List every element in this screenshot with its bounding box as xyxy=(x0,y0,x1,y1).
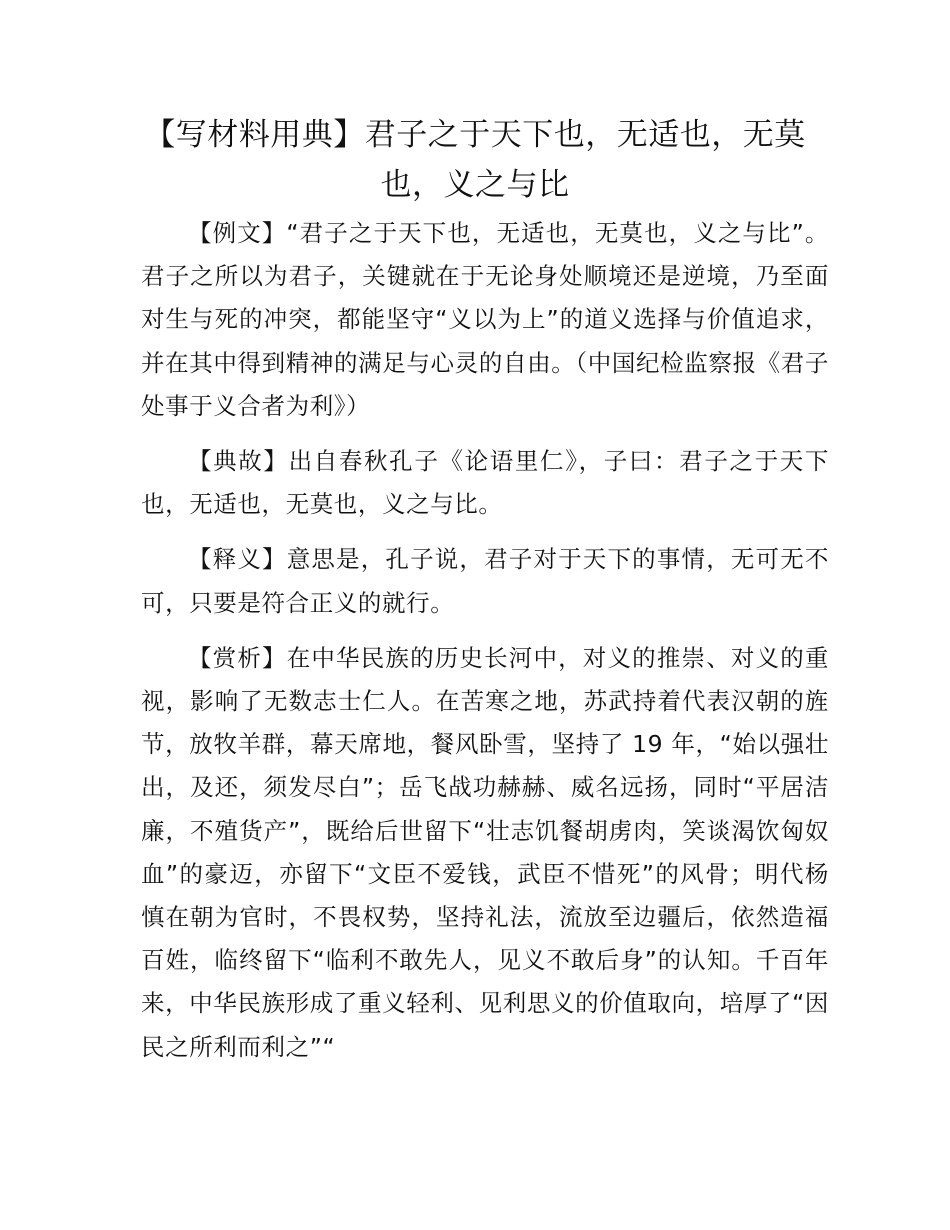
paragraph-text-example: “君子之于天下也，无适也，无莫也，义之与比”。君子之所以为君子，关键就在于无论身处顺境还是逆境，乃至面对生与死的冲突，都能坚守“义以为上”的道义选择与价值追求，并在其中得到精神的满足与心灵的自由。（中国纪检监察报《君子处事于义合者为利》） xyxy=(141,219,829,420)
paragraph-text-meaning: 意思是，孔子说，君子对于天下的事情，无可无不可，只要是符合正义的就行。 xyxy=(141,545,829,617)
section-tag-allusion: 【典故】 xyxy=(188,447,289,476)
section-tag-meaning: 【释义】 xyxy=(188,545,287,574)
section-tag-example: 【例文】 xyxy=(188,219,287,247)
paragraph-example xyxy=(141,212,829,428)
document-body xyxy=(141,212,829,1081)
paragraph-meaning xyxy=(141,538,829,624)
paragraph-allusion xyxy=(141,440,829,526)
paragraph-text-allusion: 出自春秋孔子《论语里仁》，子曰：君子之于天下也，无适也，无莫也，义之与比。 xyxy=(141,447,830,519)
paragraph-appreciation xyxy=(141,637,829,1069)
section-tag-appreciation: 【赏析】 xyxy=(188,643,287,672)
document-title: 【写材料用典】君子之于天下也，无适也，无莫也，义之与比 xyxy=(144,117,806,203)
paragraph-text-appreciation: 在中华民族的历史长河中，对义的推崇、对义的重视，影响了无数志士仁人。在苦寒之地，苏武持着代表汉朝的旌节，放牧羊群，幕天席地，餐风卧雪，坚持了 19 年，“始以强壮出，及还，须发尽白”；岳飞战功赫赫、威名远扬，同时“平居洁廉，不殖货产”，既给后世留下“壮志饥餐胡虏肉，笑谈渴饮匈奴血”的豪迈，亦留下“文臣不爱钱，武臣不惜死”的风骨；明代杨慎在朝为官时，不畏权势，坚持礼法，流放至边疆后，依然造福百姓，临终留下“临利不敢先人，见义不敢后身”的认知。千百年来，中华民族形成了重义轻利、见利思义的价值取向，培厚了“因民之所利而利之”“ xyxy=(141,643,829,1061)
